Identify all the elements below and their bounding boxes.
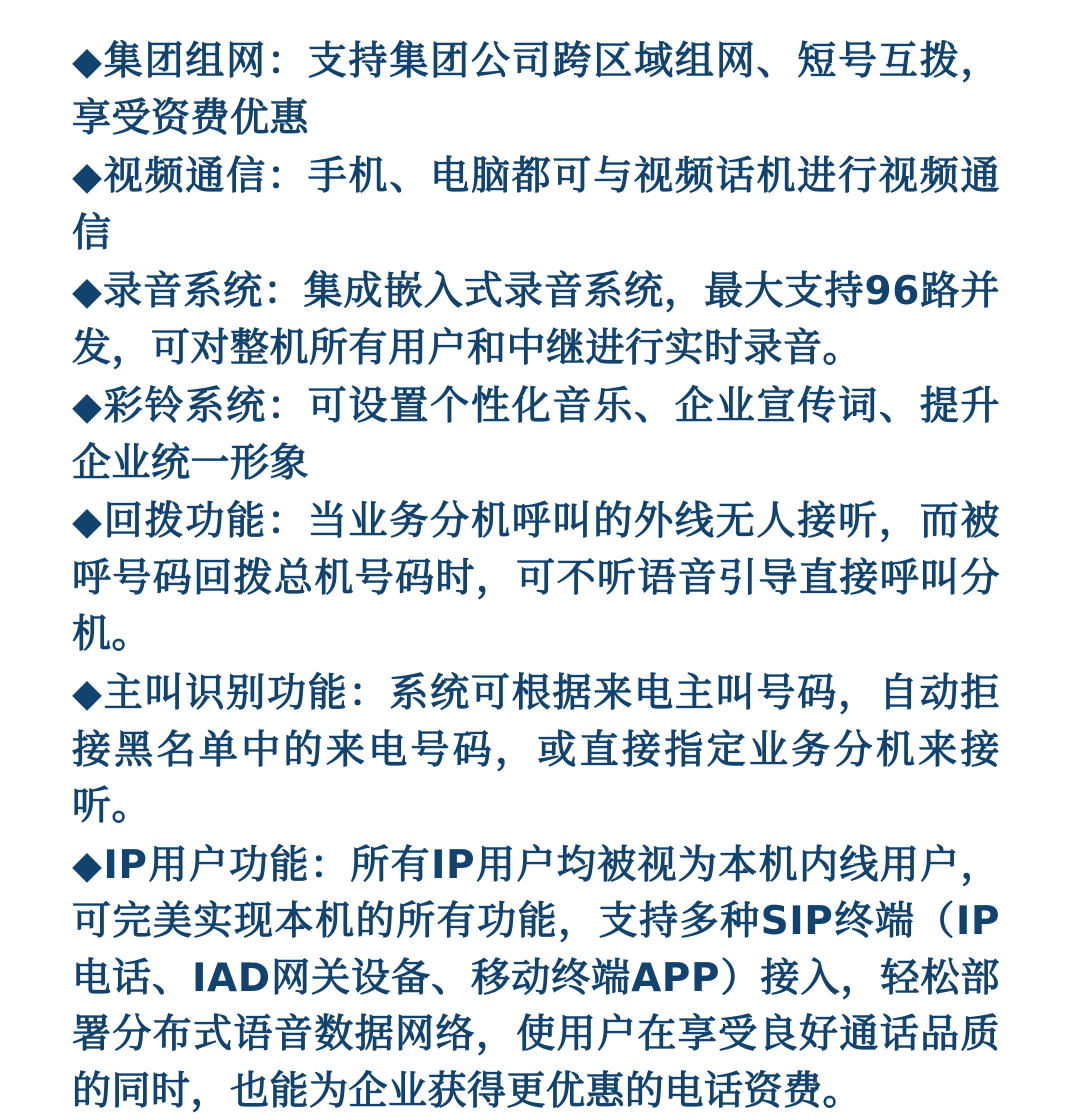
list-item (72, 264, 1000, 377)
list-item (72, 666, 1000, 836)
feature-text: ◆录音系统：集成嵌入式录音系统，最大支持96路并发，可对整机所有用户和中继进行实时录音。 (72, 269, 1000, 371)
feature-text: ◆IP用户功能：所有IP用户均被视为本机内线用户，可完美实现本机的所有功能，支持多种SIP终端（IP电话、IAD网关设备、移动终端APP）接入，轻松部署分布式语音数据网络，使用户在享受良好通话品质的同时，也能为企业获得更优惠的电话资费。 (72, 842, 1000, 1114)
feature-text: ◆回拨功能：当业务分机呼叫的外线无人接听，而被呼号码回拨总机号码时，可不听语音引导直接呼叫分机。 (72, 499, 1000, 658)
list-item (72, 34, 1000, 147)
list-item (72, 379, 1000, 492)
feature-text: ◆主叫识别功能：系统可根据来电主叫号码，自动拒接黑名单中的来电号码，或直接指定业务分机来接听。 (72, 671, 1000, 830)
feature-text: ◆彩铃系统：可设置个性化音乐、企业宣传词、提升企业统一形象 (72, 384, 1000, 486)
list-item (72, 149, 1000, 262)
feature-text: ◆视频通信：手机、电脑都可与视频话机进行视频通信 (72, 154, 1000, 256)
feature-text: ◆集团组网：支持集团公司跨区域组网、短号互拨，享受资费优惠 (72, 39, 1000, 141)
list-item (72, 838, 1000, 1120)
list-item (72, 494, 1000, 664)
